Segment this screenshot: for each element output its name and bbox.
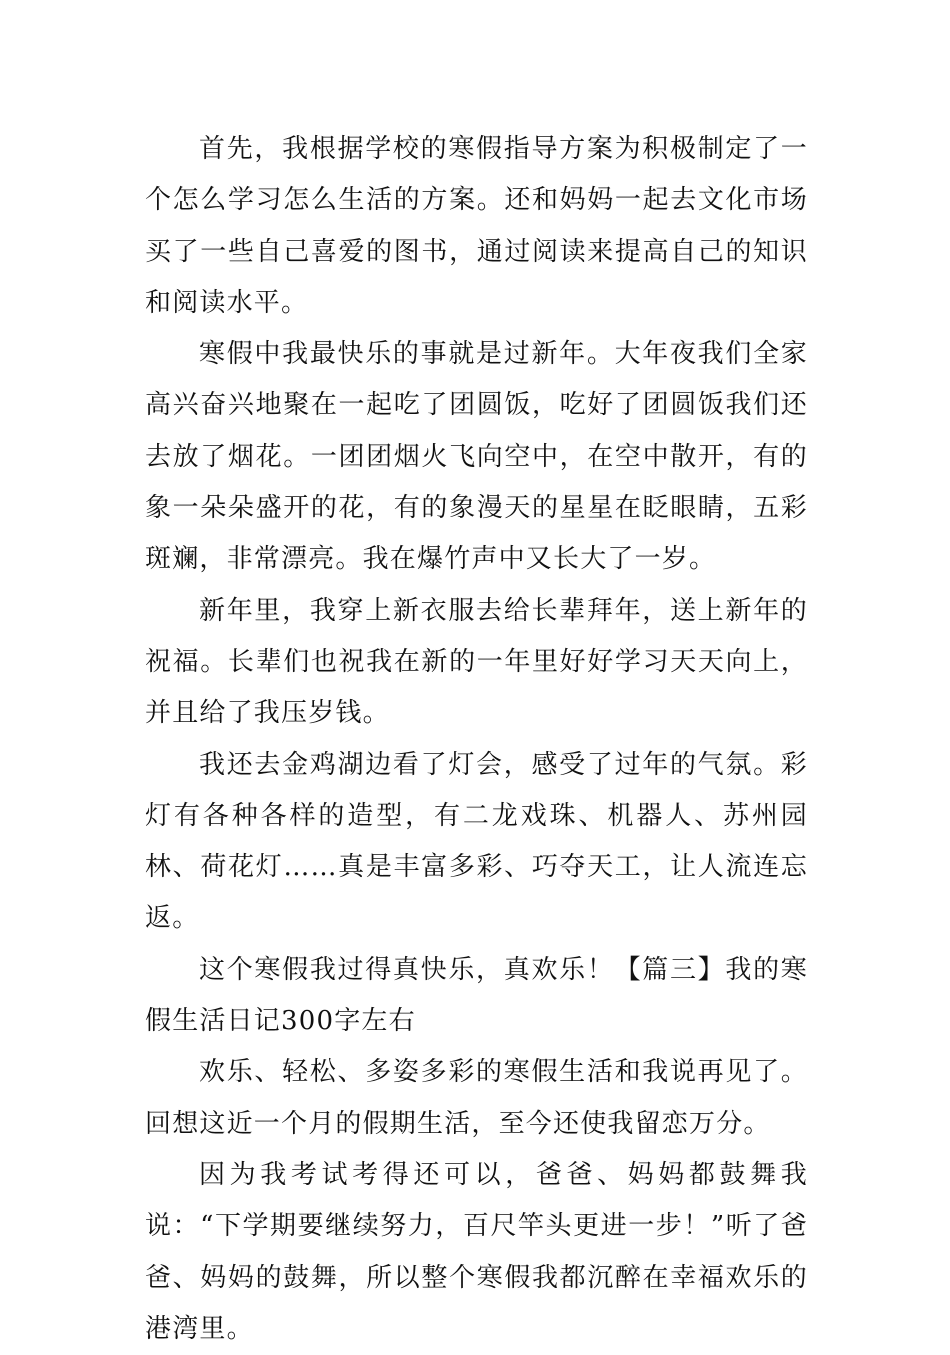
document-body <box>145 124 808 1355</box>
paragraph-5: 这个寒假我过得真快乐，真欢乐！【篇三】我的寒假生活日记300字左右 <box>145 954 808 1037</box>
paragraph-7: 因为我考试考得还可以，爸爸、妈妈都鼓舞我说：“下学期要继续努力，百尺竿头更进一步！”听了爸爸、妈妈的鼓舞，所以整个寒假我都沉醉在幸福欢乐的港湾里。 <box>145 1159 808 1344</box>
paragraph-6: 欢乐、轻松、多姿多彩的寒假生活和我说再见了。回想这近一个月的假期生活，至今还使我留恋万分。 <box>145 1057 808 1139</box>
paragraph-3: 新年里，我穿上新衣服去给长辈拜年，送上新年的祝福。长辈们也祝我在新的一年里好好学习天天向上，并且给了我压岁钱。 <box>145 595 808 729</box>
paragraph-4: 我还去金鸡湖边看了灯会，感受了过年的气氛。彩灯有各种各样的造型，有二龙戏珠、机器人、苏州园林、荷花灯……真是丰富多彩、巧夺天工，让人流连忘返。 <box>145 749 808 934</box>
paragraph-2: 寒假中我最快乐的事就是过新年。大年夜我们全家高兴奋兴地聚在一起吃了团圆饭，吃好了团圆饭我们还去放了烟花。一团团烟火飞向空中，在空中散开，有的象一朵朵盛开的花，有的象漫天的星星在眨眼睛，五彩斑斓，非常漂亮。我在爆竹声中又长大了一岁。 <box>145 339 808 575</box>
paragraph-1: 首先，我根据学校的寒假指导方案为积极制定了一个怎么学习怎么生活的方案。还和妈妈一起去文化市场买了一些自己喜爱的图书，通过阅读来提高自己的知识和阅读水平。 <box>145 134 808 318</box>
